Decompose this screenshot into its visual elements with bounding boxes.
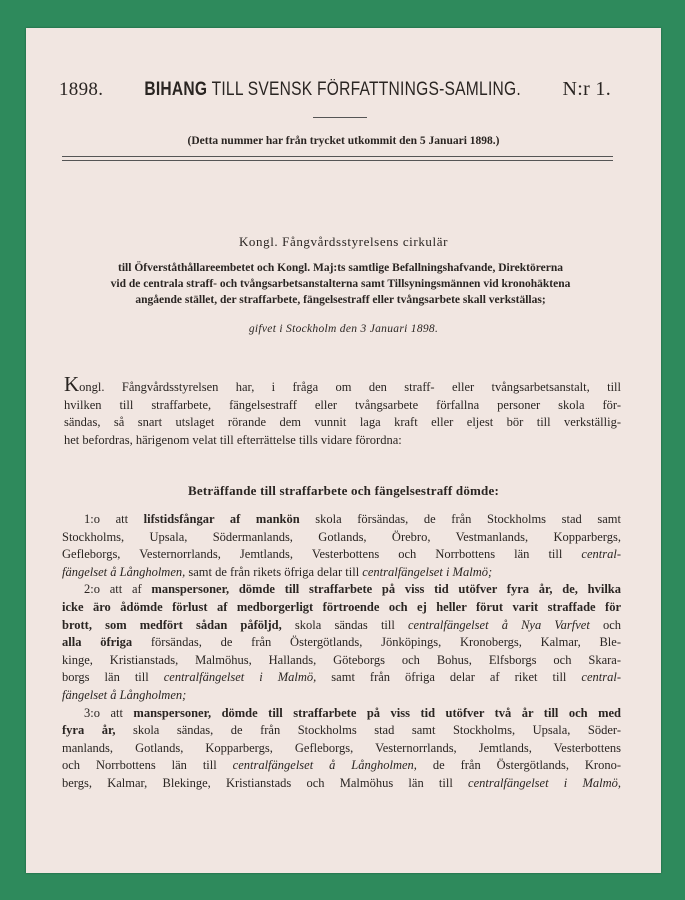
paragraph-2-line: fängelset å Långholmen; — [62, 687, 187, 702]
header-title-bold: BIHANG — [144, 79, 208, 100]
paragraph-2-line: brott, som medfört sådan påföljd, skola sändas till centralfängelset å Nya Varfvet och — [62, 617, 622, 632]
intro-paragraph — [64, 372, 621, 449]
double-rule-top — [62, 156, 613, 157]
paragraph-3-line: manlands, Gotlands, Kopparbergs, Gefleborgs, Vesternorrlands, Jemtlands, Vesterbottens — [62, 740, 621, 755]
header-title — [145, 79, 522, 101]
document-page — [26, 28, 661, 873]
intro-line: het befordras, härigenom velat till efterrättelse tills vidare förordna: — [64, 432, 402, 447]
body-text — [62, 511, 621, 793]
header-rule — [313, 117, 367, 118]
paragraph-1-line: Gefleborgs, Vesternorrlands, Jemtlands, Vesterbottens och Norrbottens län till central- — [62, 547, 621, 562]
section-heading: Beträffande till straffarbete och fängelsestraff dömde: — [187, 483, 499, 498]
issued-note: (Detta nummer har från trycket utkommit den 5 Januari 1898.) — [187, 135, 500, 147]
intro-line: Kongl. Fångvårdsstyrelsen har, i fråga om den straff- eller tvångsarbetsanstalt, till — [64, 372, 621, 396]
paragraph-2-line: icke äro ådömde förlust af medborgerligt förtroende och ej heller förut varit straffade för — [62, 599, 621, 614]
header-title-rest: TILL SVENSK FÖRFATTNINGS-SAMLING. — [211, 79, 522, 100]
paragraph-2-line: alla öfriga försändas, de från Östergötlands, Jönköpings, Kronobergs, Kalmar, Ble- — [62, 635, 621, 650]
paragraph-3-line: fyra år, skola sändas, de från Stockholms stad samt Stockholms, Upsala, Söder- — [62, 723, 621, 738]
circular-title: Kongl. Fångvårdsstyrelsens cirkulär — [238, 234, 449, 249]
address-line: angående stället, der straffarbete, fängelsestraff eller tvångsarbete skall verkställas; — [135, 294, 546, 306]
header-year: 1898. — [59, 79, 104, 100]
paragraph-2-line: 2:o att af manspersoner, dömde till straffarbete på viss tid utöfver fyra år, de, hvilka — [84, 582, 621, 597]
paragraph-3-line: 3:o att manspersoner, dömde till straffarbete på viss tid utöfver två år till och med — [84, 705, 622, 720]
address-line: vid de centrala straff- och tvångsarbetsanstalterna samt Tillsyningsmännen vid kronohäktena — [110, 278, 571, 290]
address-line: till Öfverståthållareembetet och Kongl. Maj:ts samtlige Befallningshafvande, Direktörerna — [118, 262, 563, 274]
paragraph-1-line: Stockholms, Upsala, Södermanlands, Gotlands, Örebro, Vestmanlands, Kopparbergs, — [62, 529, 621, 544]
drop-cap: K — [64, 372, 80, 396]
paragraph-2-line: borgs län till centralfängelset i Malmö, samt från öfriga delar af riket till central- — [62, 670, 621, 685]
paragraph-1-line: fängelset å Långholmen, samt de från rikets öfriga delar till centralfängelset i Malmö; — [62, 564, 493, 579]
paragraph-3-line: bergs, Kalmar, Blekinge, Kristianstads och Malmöhus län till centralfängelset i Malmö, — [62, 775, 621, 790]
circular-dated: gifvet i Stockholm den 3 Januari 1898. — [248, 323, 439, 335]
header — [59, 78, 611, 108]
intro-line: sändas, så snart utslaget rörande dem vunnit laga kraft eller eljest bör till verkställig- — [64, 415, 621, 430]
circular-address — [78, 260, 603, 308]
double-rule-bottom — [62, 160, 613, 161]
intro-line: hvilken till straffarbete, fängelsestraff eller tvångsarbete förfallna personer skola för- — [64, 397, 621, 412]
header-number: N:r 1. — [562, 78, 612, 100]
paragraph-2-line: kinge, Kristianstads, Malmöhus, Hallands, Göteborgs och Bohus, Elfsborgs och Skara- — [62, 652, 621, 667]
paragraph-3-line: och Norrbottens län till centralfängelset å Långholmen, de från Östergötlands, Krono- — [62, 758, 621, 773]
paragraph-1-line: 1:o att lifstidsfångar af mankön skola försändas, de från Stockholms stad samt — [84, 512, 621, 526]
